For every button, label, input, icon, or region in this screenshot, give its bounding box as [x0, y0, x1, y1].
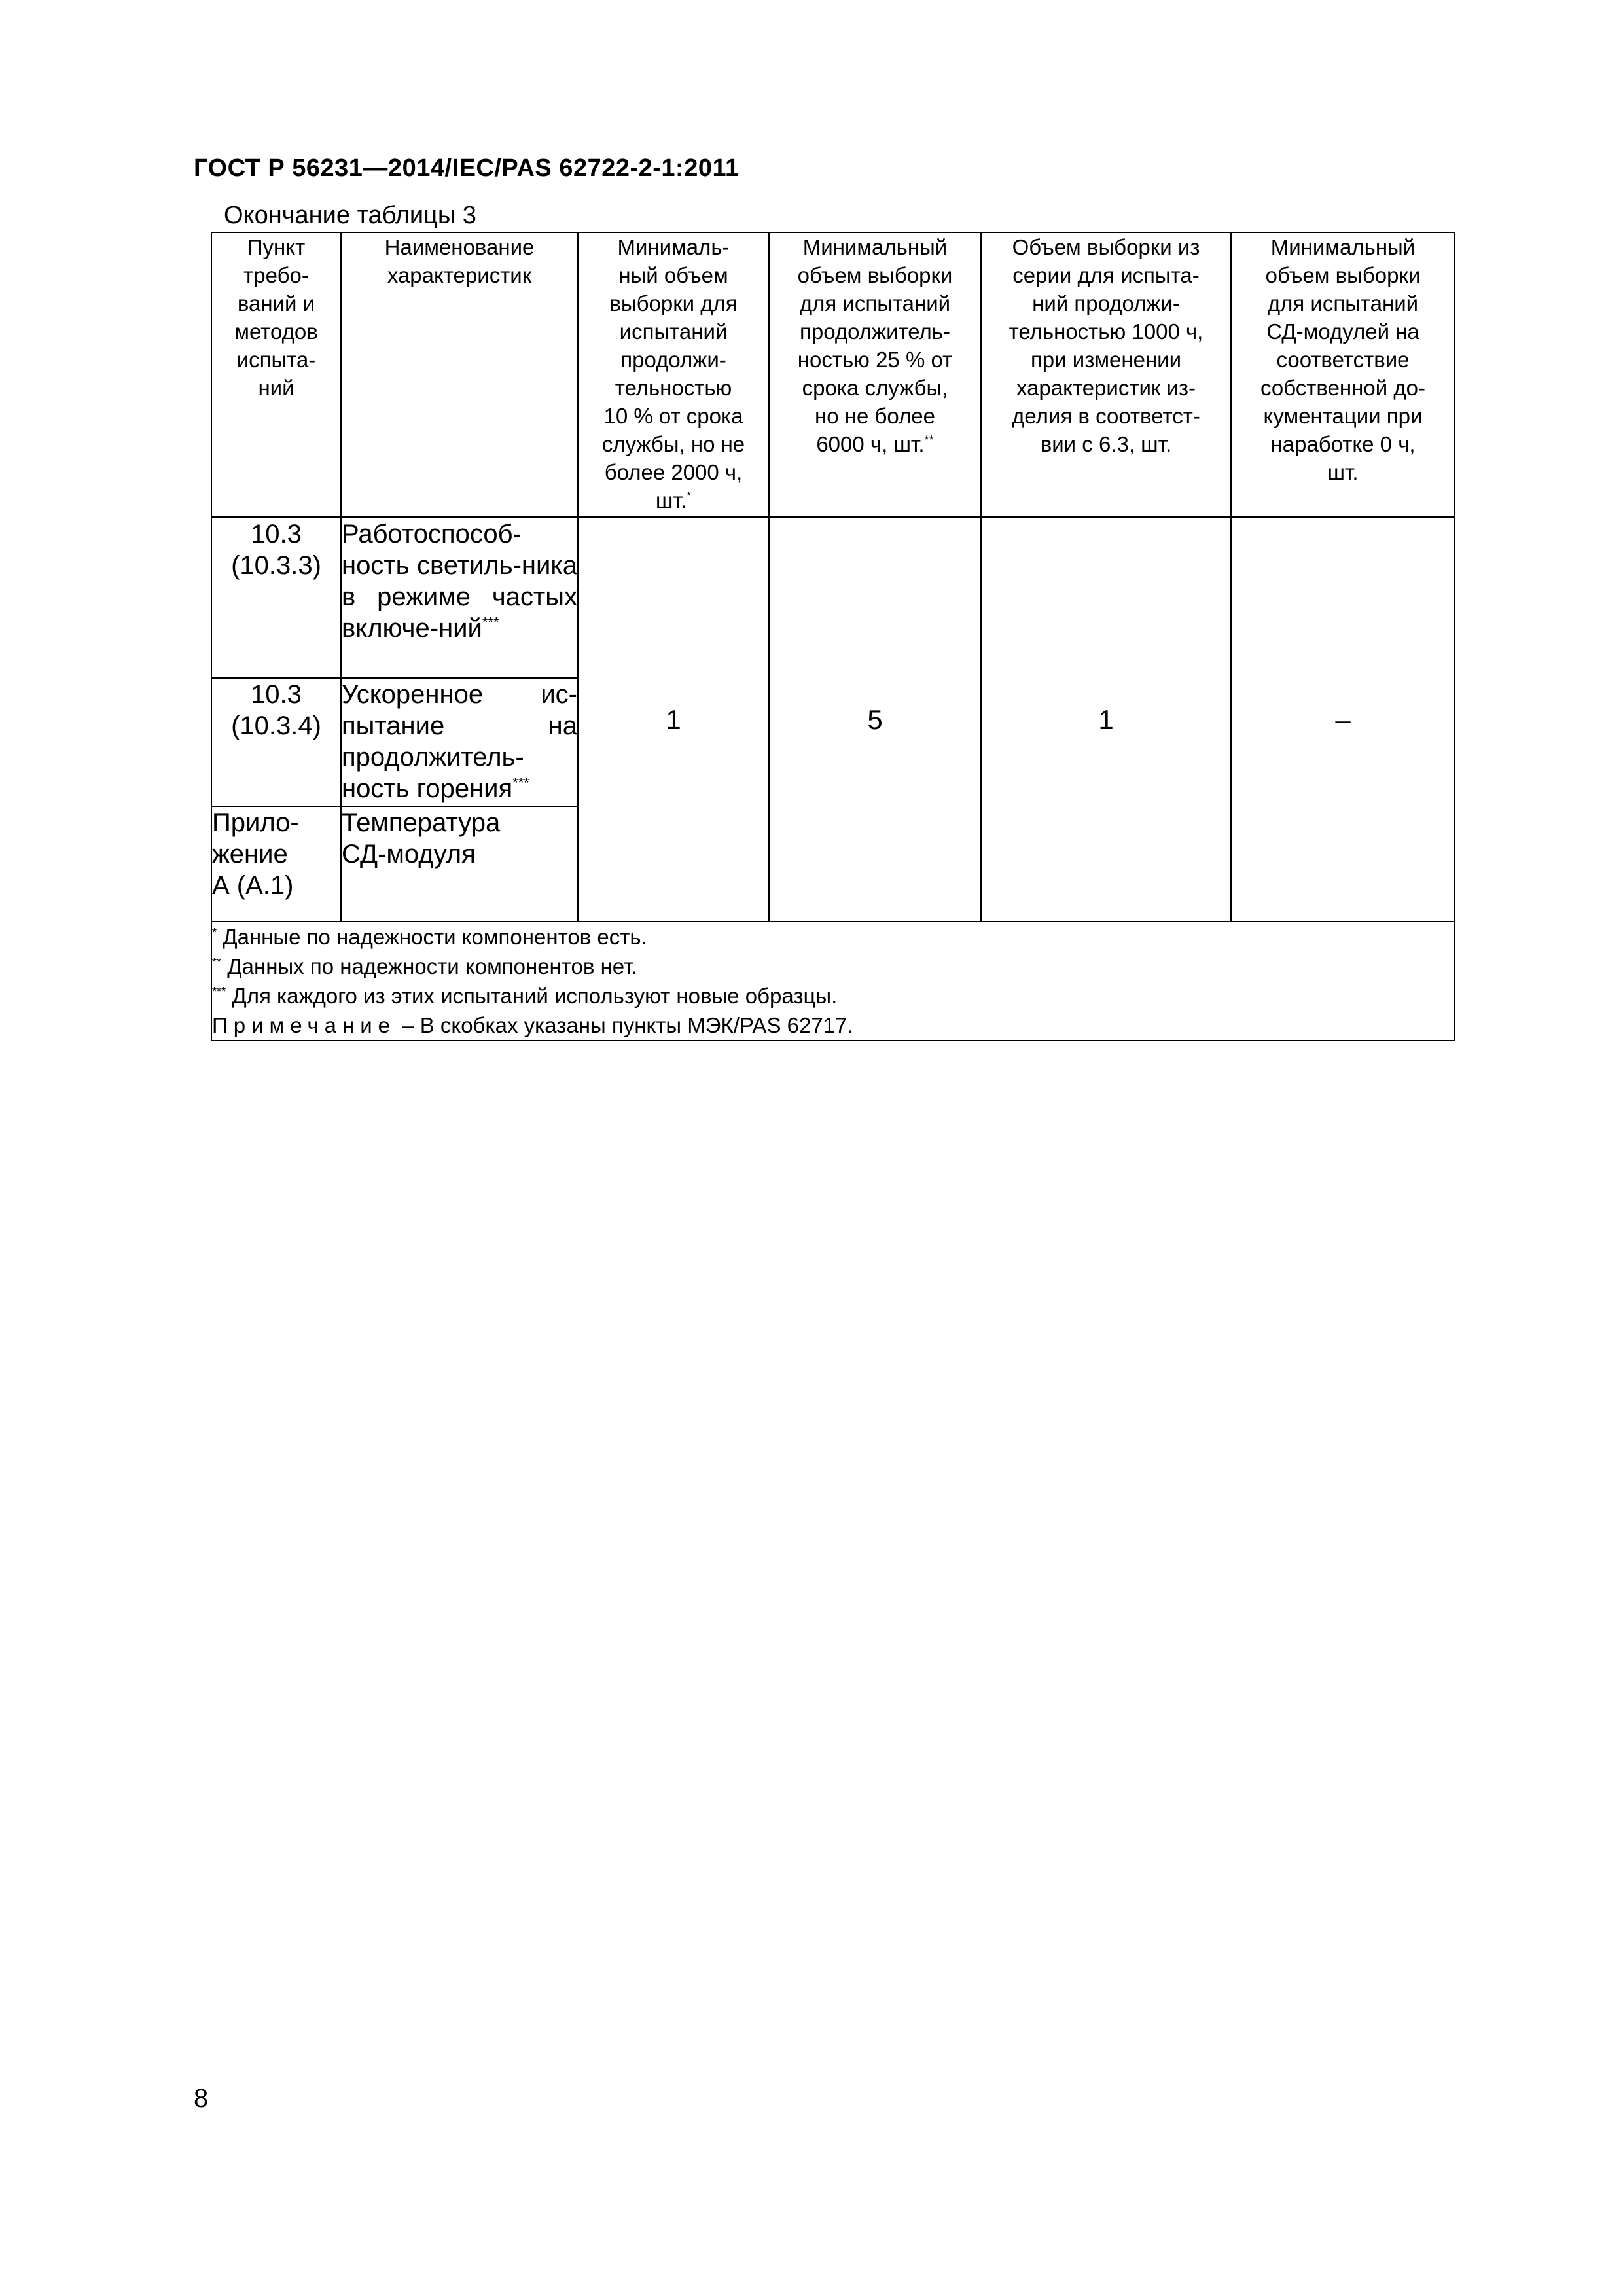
footnote-ref: *** — [512, 774, 529, 791]
note-text: – В скобках указаны пункты МЭК/PAS 62717. — [396, 1013, 853, 1037]
row-clause: Прило- жение А (А.1) — [211, 806, 341, 922]
footnote-ref: *** — [482, 614, 499, 631]
value-25-percent: 5 — [769, 517, 981, 922]
row-clause: 10.3 (10.3.3) — [211, 517, 341, 678]
footnote-ref: * — [687, 490, 692, 503]
table-header-row — [211, 232, 1455, 517]
footnote: *** Для каждого из этих испытаний используют новые образцы. — [212, 984, 838, 1008]
value-10-percent: 1 — [578, 517, 769, 922]
header-characteristic-name: Наименование характеристик — [341, 232, 578, 517]
table-row — [211, 517, 1455, 678]
table-footnotes — [211, 922, 1455, 1041]
table-caption: Окончание таблицы 3 — [224, 202, 476, 229]
value-1000h: 1 — [981, 517, 1231, 922]
table-note — [212, 1011, 1454, 1040]
page-number: 8 — [194, 2084, 209, 2113]
header-sample-1000h: Объем выборки из серии для испыта- ний продолжи- тельностью 1000 ч, при изменении характеристик из- делия в соответст- вии с 6.3, шт. — [981, 232, 1231, 517]
header-clause: Пункт требо- ваний и методов испыта- ний — [211, 232, 341, 517]
row-clause: 10.3 (10.3.4) — [211, 678, 341, 806]
note-label: Примечание — [212, 1013, 397, 1037]
row-characteristic: Работоспособ-ность светиль-ника в режиме частых включе-ний*** — [341, 517, 578, 678]
header-sample-0h: Минимальный объем выборки для испытаний СД-модулей на соответствие собственной до- кументации при наработке 0 ч, шт. — [1231, 232, 1455, 517]
header-sample-10-percent: Минималь- ный объем выборки для испытаний продолжи- тельностью 10 % от срока службы, но не более 2000 ч, шт.* — [578, 232, 769, 517]
footnote-ref: ** — [924, 433, 934, 446]
row-characteristic: Температура СД-модуля — [341, 806, 578, 922]
row-characteristic: Ускоренное ис-пытание на продолжитель-ность горения*** — [341, 678, 578, 806]
header-sample-25-percent: Минимальный объем выборки для испытаний продолжитель- ностью 25 % от срока службы, но не более 6000 ч, шт.** — [769, 232, 981, 517]
value-0h: – — [1231, 517, 1455, 922]
footnote: ** Данных по надежности компонентов нет. — [212, 954, 637, 978]
footnote: * Данные по надежности компонентов есть. — [212, 925, 647, 949]
table-3-continued — [211, 232, 1455, 1041]
standard-header: ГОСТ Р 56231—2014/IEC/PAS 62722-2-1:2011 — [194, 154, 740, 182]
footnotes-row — [211, 922, 1455, 1041]
